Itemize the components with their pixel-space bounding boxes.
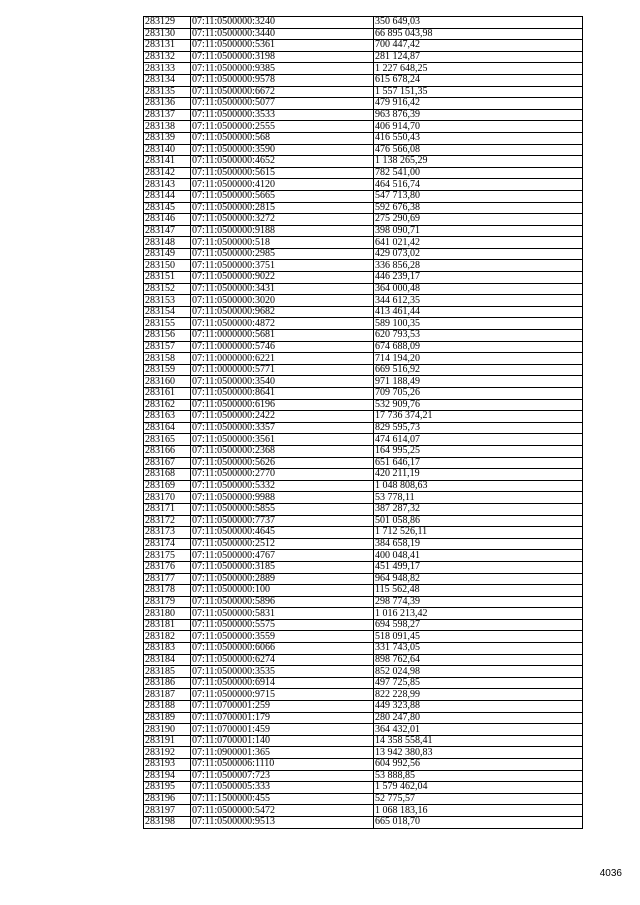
cadastral-number-cell: 07:11:0500000:9715 — [191, 689, 374, 701]
value-cell: 350 649,03 — [374, 17, 583, 29]
value-cell: 14 358 558,41 — [374, 735, 583, 747]
table-row — [144, 51, 583, 63]
data-table — [143, 16, 583, 829]
row-id-cell: 283186 — [144, 677, 191, 689]
table-row — [144, 747, 583, 759]
table-row — [144, 422, 583, 434]
table-row — [144, 179, 583, 191]
value-cell: 651 646,17 — [374, 457, 583, 469]
row-id-cell: 283161 — [144, 388, 191, 400]
cadastral-number-cell: 07:11:0500000:4652 — [191, 156, 374, 168]
row-id-cell: 283174 — [144, 538, 191, 550]
row-id-cell: 283164 — [144, 422, 191, 434]
table-body — [144, 17, 583, 829]
table-row — [144, 399, 583, 411]
table-row — [144, 561, 583, 573]
cadastral-number-cell: 07:11:0500000:4872 — [191, 318, 374, 330]
table-row — [144, 306, 583, 318]
cadastral-number-cell: 07:11:0000000:5771 — [191, 364, 374, 376]
table-row — [144, 469, 583, 481]
cadastral-number-cell: 07:11:0500000:3751 — [191, 260, 374, 272]
table-row — [144, 550, 583, 562]
cadastral-number-cell: 07:11:0500000:3020 — [191, 295, 374, 307]
cadastral-number-cell: 07:11:0500000:5077 — [191, 98, 374, 110]
cadastral-number-cell: 07:11:0500000:568 — [191, 132, 374, 144]
row-id-cell: 283132 — [144, 51, 191, 63]
cadastral-number-cell: 07:11:0500000:5665 — [191, 190, 374, 202]
table-row — [144, 770, 583, 782]
value-cell: 364 432,01 — [374, 724, 583, 736]
row-id-cell: 283163 — [144, 411, 191, 423]
value-cell: 1 138 265,29 — [374, 156, 583, 168]
cadastral-number-cell: 07:11:1500000:455 — [191, 793, 374, 805]
table-row — [144, 121, 583, 133]
table-row — [144, 805, 583, 817]
table-row — [144, 28, 583, 40]
row-id-cell: 283154 — [144, 306, 191, 318]
cadastral-number-cell: 07:11:0500000:5896 — [191, 596, 374, 608]
row-id-cell: 283167 — [144, 457, 191, 469]
cadastral-number-cell: 07:11:0500000:5361 — [191, 40, 374, 52]
row-id-cell: 283131 — [144, 40, 191, 52]
row-id-cell: 283192 — [144, 747, 191, 759]
value-cell: 164 995,25 — [374, 445, 583, 457]
table-row — [144, 608, 583, 620]
value-cell: 53 778,11 — [374, 492, 583, 504]
row-id-cell: 283170 — [144, 492, 191, 504]
row-id-cell: 283195 — [144, 782, 191, 794]
row-id-cell: 283173 — [144, 527, 191, 539]
cadastral-number-cell: 07:11:0500000:518 — [191, 237, 374, 249]
row-id-cell: 283177 — [144, 573, 191, 585]
cadastral-number-cell: 07:11:0500000:3561 — [191, 434, 374, 446]
value-cell: 829 595,73 — [374, 422, 583, 434]
cadastral-number-cell: 07:11:0500000:3198 — [191, 51, 374, 63]
cadastral-number-cell: 07:11:0500000:4645 — [191, 527, 374, 539]
row-id-cell: 283129 — [144, 17, 191, 29]
cadastral-number-cell: 07:11:0500000:3559 — [191, 631, 374, 643]
table-row — [144, 538, 583, 550]
table-row — [144, 144, 583, 156]
cadastral-number-cell: 07:11:0500000:7737 — [191, 515, 374, 527]
value-cell: 694 598,27 — [374, 619, 583, 631]
row-id-cell: 283187 — [144, 689, 191, 701]
value-cell: 429 073,02 — [374, 248, 583, 260]
table-row — [144, 816, 583, 828]
value-cell: 518 091,45 — [374, 631, 583, 643]
table-row — [144, 585, 583, 597]
cadastral-number-cell: 07:11:0500000:2770 — [191, 469, 374, 481]
value-cell: 700 447,42 — [374, 40, 583, 52]
cadastral-number-cell: 07:11:0500000:4120 — [191, 179, 374, 191]
row-id-cell: 283175 — [144, 550, 191, 562]
cadastral-number-cell: 07:11:0500000:2815 — [191, 202, 374, 214]
cadastral-number-cell: 07:11:0500000:6914 — [191, 677, 374, 689]
cadastral-number-cell: 07:11:0500000:2889 — [191, 573, 374, 585]
table-row — [144, 596, 583, 608]
cadastral-number-cell: 07:11:0500000:5575 — [191, 619, 374, 631]
value-cell: 709 705,26 — [374, 388, 583, 400]
row-id-cell: 283149 — [144, 248, 191, 260]
table-row — [144, 480, 583, 492]
table-row — [144, 248, 583, 260]
table-row — [144, 376, 583, 388]
table-row — [144, 701, 583, 713]
page-number: 4036 — [599, 868, 622, 879]
row-id-cell: 283165 — [144, 434, 191, 446]
value-cell: 1 048 808,63 — [374, 480, 583, 492]
cadastral-number-cell: 07:11:0500000:6672 — [191, 86, 374, 98]
value-cell: 364 000,48 — [374, 283, 583, 295]
table-row — [144, 260, 583, 272]
table-row — [144, 98, 583, 110]
value-cell: 331 743,05 — [374, 643, 583, 655]
cadastral-number-cell: 07:11:0500000:9022 — [191, 272, 374, 284]
table-row — [144, 63, 583, 75]
table-row — [144, 225, 583, 237]
row-id-cell: 283150 — [144, 260, 191, 272]
cadastral-number-cell: 07:11:0500000:6274 — [191, 654, 374, 666]
row-id-cell: 283139 — [144, 132, 191, 144]
table-row — [144, 503, 583, 515]
table-row — [144, 793, 583, 805]
value-cell: 714 194,20 — [374, 353, 583, 365]
row-id-cell: 283193 — [144, 759, 191, 771]
value-cell: 964 948,82 — [374, 573, 583, 585]
value-cell: 822 228,99 — [374, 689, 583, 701]
value-cell: 604 992,56 — [374, 759, 583, 771]
row-id-cell: 283172 — [144, 515, 191, 527]
value-cell: 501 058,86 — [374, 515, 583, 527]
cadastral-number-cell: 07:11:0500000:4767 — [191, 550, 374, 562]
cadastral-number-cell: 07:11:0500000:9513 — [191, 816, 374, 828]
value-cell: 1 068 183,16 — [374, 805, 583, 817]
cadastral-number-cell: 07:11:0500000:5626 — [191, 457, 374, 469]
value-cell: 464 516,74 — [374, 179, 583, 191]
table-row — [144, 353, 583, 365]
table-row — [144, 237, 583, 249]
value-cell: 852 024,98 — [374, 666, 583, 678]
value-cell: 17 736 374,21 — [374, 411, 583, 423]
value-cell: 971 188,49 — [374, 376, 583, 388]
table-row — [144, 40, 583, 52]
row-id-cell: 283144 — [144, 190, 191, 202]
cadastral-number-cell: 07:11:0500000:9682 — [191, 306, 374, 318]
table-row — [144, 74, 583, 86]
cadastral-number-cell: 07:11:0500007:723 — [191, 770, 374, 782]
row-id-cell: 283197 — [144, 805, 191, 817]
value-cell: 1 557 151,35 — [374, 86, 583, 98]
row-id-cell: 283198 — [144, 816, 191, 828]
value-cell: 53 888,85 — [374, 770, 583, 782]
table-row — [144, 712, 583, 724]
value-cell: 474 614,07 — [374, 434, 583, 446]
row-id-cell: 283148 — [144, 237, 191, 249]
row-id-cell: 283138 — [144, 121, 191, 133]
table-row — [144, 527, 583, 539]
row-id-cell: 283152 — [144, 283, 191, 295]
cadastral-number-cell: 07:11:0500000:6066 — [191, 643, 374, 655]
table-row — [144, 619, 583, 631]
cadastral-number-cell: 07:11:0500000:3590 — [191, 144, 374, 156]
value-cell: 592 676,38 — [374, 202, 583, 214]
cadastral-number-cell: 07:11:0500000:2422 — [191, 411, 374, 423]
value-cell: 620 793,53 — [374, 330, 583, 342]
table-row — [144, 318, 583, 330]
table-row — [144, 330, 583, 342]
cadastral-number-cell: 07:11:0500000:3185 — [191, 561, 374, 573]
cadastral-number-cell: 07:11:0700001:459 — [191, 724, 374, 736]
table-row — [144, 666, 583, 678]
row-id-cell: 283155 — [144, 318, 191, 330]
row-id-cell: 283179 — [144, 596, 191, 608]
cadastral-number-cell: 07:11:0500000:2512 — [191, 538, 374, 550]
value-cell: 416 550,43 — [374, 132, 583, 144]
cadastral-number-cell: 07:11:0500000:3357 — [191, 422, 374, 434]
value-cell: 298 774,39 — [374, 596, 583, 608]
table-row — [144, 295, 583, 307]
row-id-cell: 283169 — [144, 480, 191, 492]
row-id-cell: 283151 — [144, 272, 191, 284]
table-row — [144, 689, 583, 701]
table-row — [144, 434, 583, 446]
cadastral-number-cell: 07:11:0500000:9578 — [191, 74, 374, 86]
table-row — [144, 364, 583, 376]
cadastral-number-cell: 07:11:0500000:100 — [191, 585, 374, 597]
row-id-cell: 283153 — [144, 295, 191, 307]
cadastral-number-cell: 07:11:0500000:3272 — [191, 214, 374, 226]
row-id-cell: 283158 — [144, 353, 191, 365]
value-cell: 898 762,64 — [374, 654, 583, 666]
value-cell: 115 562,48 — [374, 585, 583, 597]
row-id-cell: 283194 — [144, 770, 191, 782]
row-id-cell: 283196 — [144, 793, 191, 805]
cadastral-number-cell: 07:11:0500000:3240 — [191, 17, 374, 29]
cadastral-number-cell: 07:11:0500000:3533 — [191, 109, 374, 121]
table-row — [144, 735, 583, 747]
table-row — [144, 457, 583, 469]
value-cell: 413 461,44 — [374, 306, 583, 318]
table-row — [144, 86, 583, 98]
table-row — [144, 341, 583, 353]
row-id-cell: 283182 — [144, 631, 191, 643]
value-cell: 52 775,57 — [374, 793, 583, 805]
row-id-cell: 283143 — [144, 179, 191, 191]
value-cell: 446 239,17 — [374, 272, 583, 284]
row-id-cell: 283181 — [144, 619, 191, 631]
value-cell: 281 124,87 — [374, 51, 583, 63]
cadastral-number-cell: 07:11:0500006:1110 — [191, 759, 374, 771]
value-cell: 665 018,70 — [374, 816, 583, 828]
row-id-cell: 283159 — [144, 364, 191, 376]
cadastral-number-cell: 07:11:0500000:6196 — [191, 399, 374, 411]
cadastral-number-cell: 07:11:0500000:5615 — [191, 167, 374, 179]
cadastral-number-cell: 07:11:0500000:9385 — [191, 63, 374, 75]
row-id-cell: 283134 — [144, 74, 191, 86]
table-row — [144, 445, 583, 457]
table-row — [144, 17, 583, 29]
value-cell: 547 713,80 — [374, 190, 583, 202]
table-row — [144, 515, 583, 527]
cadastral-number-cell: 07:11:0700001:140 — [191, 735, 374, 747]
row-id-cell: 283130 — [144, 28, 191, 40]
table-row — [144, 782, 583, 794]
value-cell: 641 021,42 — [374, 237, 583, 249]
value-cell: 384 658,19 — [374, 538, 583, 550]
table-row — [144, 272, 583, 284]
table-row — [144, 167, 583, 179]
table-row — [144, 156, 583, 168]
row-id-cell: 283185 — [144, 666, 191, 678]
row-id-cell: 283191 — [144, 735, 191, 747]
cadastral-number-cell: 07:11:0000000:6221 — [191, 353, 374, 365]
row-id-cell: 283136 — [144, 98, 191, 110]
value-cell: 963 876,39 — [374, 109, 583, 121]
cadastral-number-cell: 07:11:0900001:365 — [191, 747, 374, 759]
cadastral-number-cell: 07:11:0000000:5681 — [191, 330, 374, 342]
cadastral-number-cell: 07:11:0500000:3440 — [191, 28, 374, 40]
value-cell: 400 048,41 — [374, 550, 583, 562]
value-cell: 497 725,85 — [374, 677, 583, 689]
cadastral-number-cell: 07:11:0000000:5746 — [191, 341, 374, 353]
value-cell: 420 211,19 — [374, 469, 583, 481]
row-id-cell: 283171 — [144, 503, 191, 515]
cadastral-number-cell: 07:11:0500000:2368 — [191, 445, 374, 457]
cadastral-number-cell: 07:11:0500000:5332 — [191, 480, 374, 492]
value-cell: 589 100,35 — [374, 318, 583, 330]
table-row — [144, 759, 583, 771]
cadastral-number-cell: 07:11:0500000:2985 — [191, 248, 374, 260]
row-id-cell: 283178 — [144, 585, 191, 597]
table-row — [144, 724, 583, 736]
row-id-cell: 283183 — [144, 643, 191, 655]
value-cell: 532 909,76 — [374, 399, 583, 411]
cadastral-number-cell: 07:11:0500005:333 — [191, 782, 374, 794]
cadastral-number-cell: 07:11:0500000:9988 — [191, 492, 374, 504]
value-cell: 674 688,09 — [374, 341, 583, 353]
table-row — [144, 631, 583, 643]
value-cell: 406 914,70 — [374, 121, 583, 133]
row-id-cell: 283142 — [144, 167, 191, 179]
value-cell: 1 712 526,11 — [374, 527, 583, 539]
row-id-cell: 283190 — [144, 724, 191, 736]
table-row — [144, 190, 583, 202]
row-id-cell: 283188 — [144, 701, 191, 713]
row-id-cell: 283140 — [144, 144, 191, 156]
table-row — [144, 643, 583, 655]
value-cell: 1 227 648,25 — [374, 63, 583, 75]
value-cell: 344 612,35 — [374, 295, 583, 307]
table-row — [144, 202, 583, 214]
cadastral-number-cell: 07:11:0500000:5472 — [191, 805, 374, 817]
value-cell: 451 499,17 — [374, 561, 583, 573]
value-cell: 1 579 462,04 — [374, 782, 583, 794]
row-id-cell: 283160 — [144, 376, 191, 388]
table-row — [144, 573, 583, 585]
table-row — [144, 132, 583, 144]
cadastral-number-cell: 07:11:0500000:9188 — [191, 225, 374, 237]
cadastral-number-cell: 07:11:0500000:3431 — [191, 283, 374, 295]
value-cell: 449 323,88 — [374, 701, 583, 713]
cadastral-number-cell: 07:11:0500000:3540 — [191, 376, 374, 388]
row-id-cell: 283133 — [144, 63, 191, 75]
table-row — [144, 677, 583, 689]
cadastral-number-cell: 07:11:0500000:2555 — [191, 121, 374, 133]
value-cell: 615 678,24 — [374, 74, 583, 86]
cadastral-number-cell: 07:11:0500000:5855 — [191, 503, 374, 515]
cadastral-number-cell: 07:11:0700001:179 — [191, 712, 374, 724]
row-id-cell: 283176 — [144, 561, 191, 573]
value-cell: 275 290,69 — [374, 214, 583, 226]
cadastral-number-cell: 07:11:0700001:259 — [191, 701, 374, 713]
value-cell: 782 541,00 — [374, 167, 583, 179]
row-id-cell: 283137 — [144, 109, 191, 121]
value-cell: 398 090,71 — [374, 225, 583, 237]
value-cell: 280 247,80 — [374, 712, 583, 724]
table-row — [144, 283, 583, 295]
row-id-cell: 283146 — [144, 214, 191, 226]
value-cell: 387 287,32 — [374, 503, 583, 515]
row-id-cell: 283145 — [144, 202, 191, 214]
table-row — [144, 411, 583, 423]
table-row — [144, 492, 583, 504]
table-row — [144, 388, 583, 400]
value-cell: 476 566,08 — [374, 144, 583, 156]
row-id-cell: 283166 — [144, 445, 191, 457]
value-cell: 13 942 380,83 — [374, 747, 583, 759]
row-id-cell: 283156 — [144, 330, 191, 342]
table-row — [144, 654, 583, 666]
value-cell: 1 016 213,42 — [374, 608, 583, 620]
table-row — [144, 214, 583, 226]
value-cell: 479 916,42 — [374, 98, 583, 110]
row-id-cell: 283135 — [144, 86, 191, 98]
row-id-cell: 283180 — [144, 608, 191, 620]
row-id-cell: 283141 — [144, 156, 191, 168]
value-cell: 336 856,28 — [374, 260, 583, 272]
table-row — [144, 109, 583, 121]
value-cell: 669 516,92 — [374, 364, 583, 376]
value-cell: 66 895 043,98 — [374, 28, 583, 40]
row-id-cell: 283147 — [144, 225, 191, 237]
row-id-cell: 283168 — [144, 469, 191, 481]
cadastral-number-cell: 07:11:0500000:5831 — [191, 608, 374, 620]
cadastral-number-cell: 07:11:0500000:3535 — [191, 666, 374, 678]
row-id-cell: 283184 — [144, 654, 191, 666]
row-id-cell: 283189 — [144, 712, 191, 724]
cadastral-number-cell: 07:11:0500000:8641 — [191, 388, 374, 400]
row-id-cell: 283157 — [144, 341, 191, 353]
row-id-cell: 283162 — [144, 399, 191, 411]
